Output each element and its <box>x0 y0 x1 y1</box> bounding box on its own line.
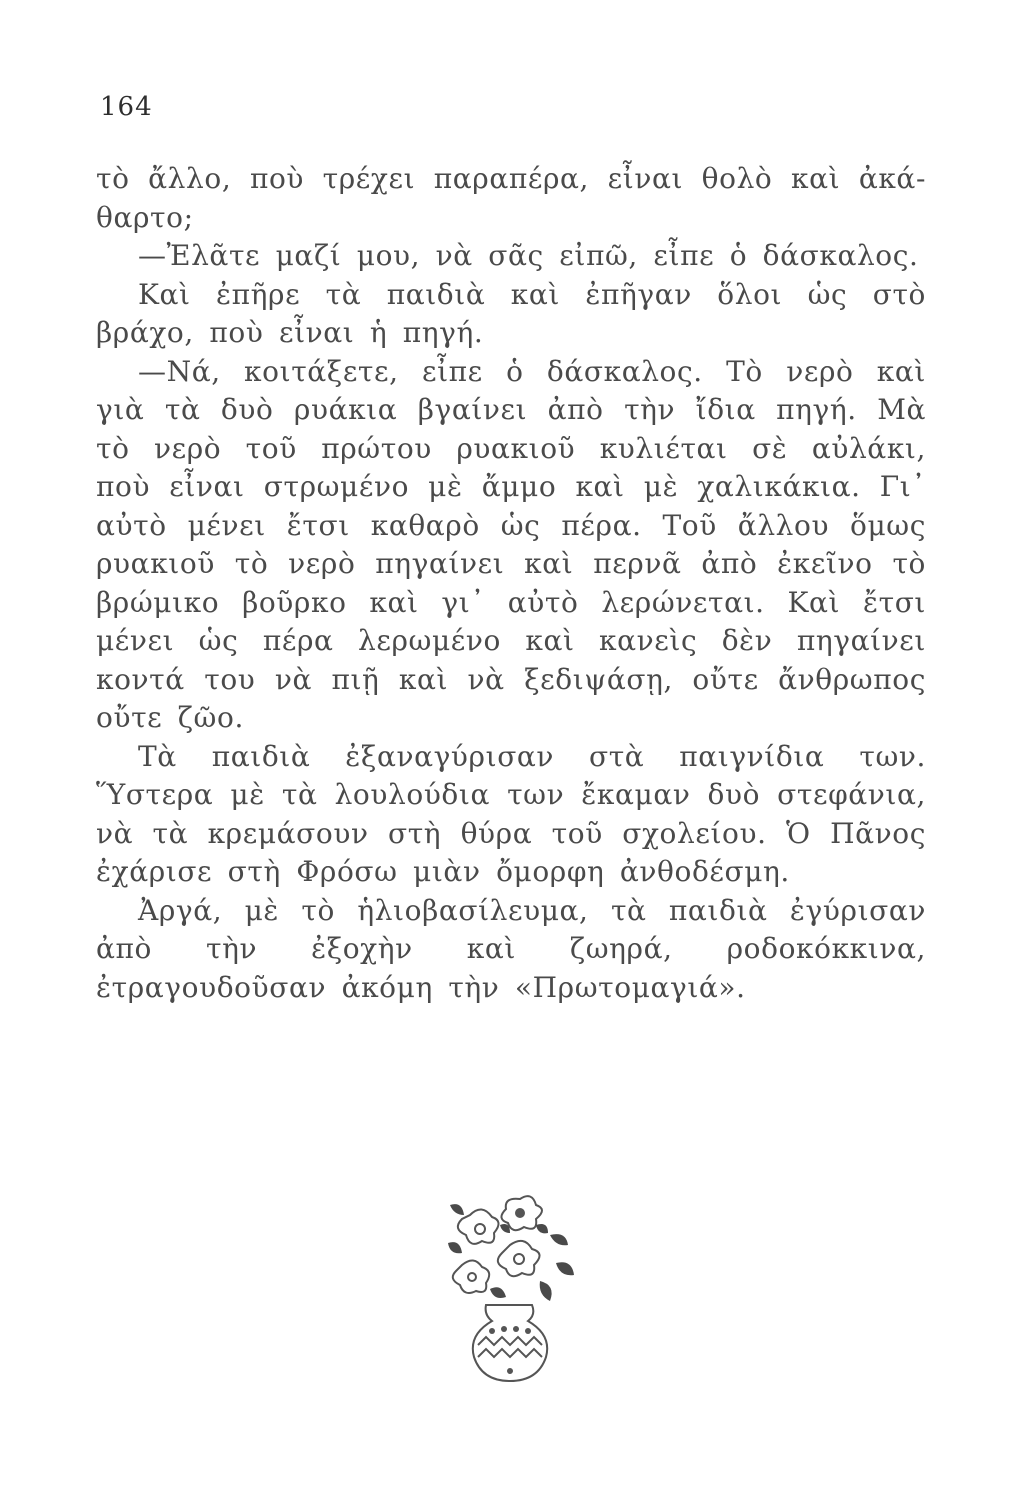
flower-vase-icon <box>440 1185 580 1385</box>
paragraph-to-the-spring: Καὶ ἐπῆρε τὰ παιδιὰ καὶ ἐπῆγαν ὅλοι ὡς στὸ βράχο, ποὺ εἶναι ἡ πηγή. <box>96 277 926 349</box>
paragraph-return: Ἀργά, μὲ τὸ ἡλιοβασίλευμα, τὰ παιδιὰ ἐγύρισαν ἀπὸ τὴν ἐξοχὴν καὶ ζωηρά, ροδοκόκκινα, ἐτραγουδοῦσαν ἀκόμη τὴν «Πρωτομαγιά». <box>96 893 926 1004</box>
page-number: 164 <box>100 92 153 122</box>
body-text <box>96 160 926 1007</box>
paragraph-continuation: τὸ ἄλλο, ποὺ τρέχει παραπέρα, εἶναι θολὸ καὶ ἀκά-θαρτο; <box>96 162 926 234</box>
paragraph-dialogue-teacher: —Ἐλᾶτε μαζί μου, νὰ σᾶς εἰπῶ, εἶπε ὁ δάσκαλος. <box>138 239 919 272</box>
paragraph-teacher-explanation: —Νά, κοιτάξετε, εἶπε ὁ δάσκαλος. Τὸ νερὸ καὶ γιὰ τὰ δυὸ ρυάκια βγαίνει ἀπὸ τὴν ἴδια πηγή. Μὰ τὸ νερὸ τοῦ πρώτου ρυακιοῦ κυλιέται σὲ αὐλάκι, ποὺ εἶναι στρωμένο μὲ ἄμμο καὶ μὲ χαλικάκια. Γι᾿ αὐτὸ μένει ἔτσι καθαρὸ ὡς πέρα. Τοῦ ἄλλου ὅμως ρυακιοῦ τὸ νερὸ πηγαίνει καὶ περνᾶ ἀπὸ ἐκεῖνο τὸ βρώμικο βοῦρκο καὶ γι᾿ αὐτὸ λερώνεται. Καὶ ἔτσι μένει ὡς πέρα λερωμένο καὶ κανεὶς δὲν πηγαίνει κοντά του νὰ πιῇ καὶ νὰ ξεδιψάσῃ, οὔτε ἄνθρωπος οὔτε ζῶο. <box>96 354 926 734</box>
paragraph-wreaths: Τὰ παιδιὰ ἐξαναγύρισαν στὰ παιγνίδια των. Ὕστερα μὲ τὰ λουλούδια των ἔκαμαν δυὸ στεφάνια, νὰ τὰ κρεμάσουν στὴ θύρα τοῦ σχολείου. Ὁ Πᾶνος ἐχάρισε στὴ Φρόσω μιὰν ὄμορφη ἀνθοδέσμη. <box>96 739 926 888</box>
